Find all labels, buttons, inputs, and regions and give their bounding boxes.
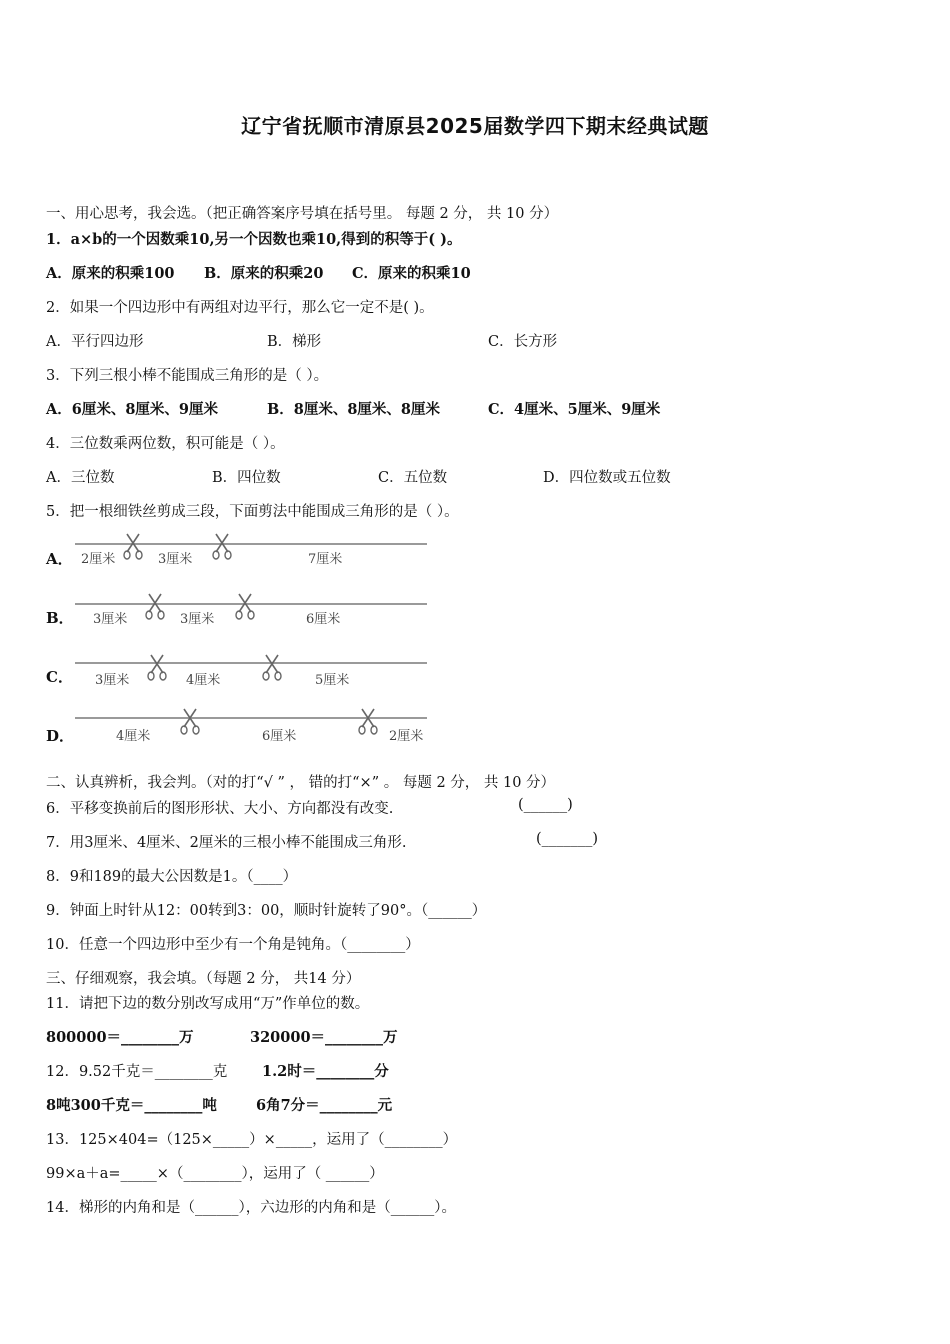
q8-text: 8．9和189的最大公因数是1。（____） xyxy=(46,869,298,885)
q12-part-2: 1.2时＝________分 xyxy=(262,1063,389,1080)
q2-option-c: C．长方形 xyxy=(488,334,558,350)
q5-option-c-label: C． xyxy=(46,668,73,686)
q12-part-1: 12．9.52千克＝________克 xyxy=(46,1064,228,1080)
q1-stem: 1．a×b的一个因数乘10,另一个因数也乘10,得到的积等于( )。 xyxy=(46,231,462,248)
q6-answer-blank[interactable]: (______) xyxy=(518,797,573,813)
segment-length: 4厘米 xyxy=(186,673,221,688)
q2-stem: 2．如果一个四边形中有两组对边平行，那么它一定不是( )。 xyxy=(46,300,434,316)
q14-text: 14．梯形的内角和是（______），六边形的内角和是（______）。 xyxy=(46,1200,456,1216)
q11-part-1: 800000＝________万 xyxy=(46,1029,194,1046)
q13-line-2: 99×a＋a=_____×（________），运用了（ ______） xyxy=(46,1166,384,1182)
q3-stem: 3．下列三根小棒不能围成三角形的是（ ）。 xyxy=(46,368,329,384)
scissors-icon xyxy=(212,532,232,560)
segment-length: 7厘米 xyxy=(308,552,343,567)
q12-part-4: 6角7分＝________元 xyxy=(256,1097,393,1114)
segment-length: 3厘米 xyxy=(95,673,130,688)
segment-length: 6厘米 xyxy=(262,729,297,744)
segment-length: 5厘米 xyxy=(315,673,350,688)
q2-option-b: B．梯形 xyxy=(267,334,322,350)
q4-option-c: C．五位数 xyxy=(378,470,448,486)
q7-text: 7．用3厘米、4厘米、2厘米的三根小棒不能围成三角形. xyxy=(46,835,407,851)
q11-part-2: 320000＝________万 xyxy=(250,1029,398,1046)
q9-text: 9．钟面上时针从12：00转到3：00，顺时针旋转了90°。（______） xyxy=(46,903,487,919)
page-title: 辽宁省抚顺市清原县2025届数学四下期末经典试题 xyxy=(241,114,709,138)
q1-option-b: B．原来的积乘20 xyxy=(204,265,324,282)
q4-stem: 4．三位数乘两位数，积可能是（ ）。 xyxy=(46,436,285,452)
wire-line xyxy=(75,662,427,664)
q13-line-1: 13．125×404=（125×_____）×_____，运用了（________） xyxy=(46,1132,458,1148)
q11-stem: 11．请把下边的数分别改写成用“万”作单位的数。 xyxy=(46,996,370,1012)
q5-option-b-label: B． xyxy=(46,609,74,627)
q12-part-3: 8吨300千克＝________吨 xyxy=(46,1097,217,1114)
scissors-icon xyxy=(358,707,378,735)
q5-option-d-label: D． xyxy=(46,727,75,745)
section1-heading: 一、用心思考，我会选。（把正确答案序号填在括号里。 每题 2 分， 共 10 分） xyxy=(46,206,559,222)
q2-option-a: A．平行四边形 xyxy=(46,334,144,350)
q3-option-a: A．6厘米、8厘米、9厘米 xyxy=(46,401,219,418)
section2-heading: 二、认真辨析，我会判。（对的打“√ ” ， 错的打“×” 。 每题 2 分， 共 10 分） xyxy=(46,775,556,791)
q5-option-a-label: A． xyxy=(46,550,73,568)
section3-heading: 三、仔细观察，我会填。（每题 2 分， 共14 分） xyxy=(46,971,361,987)
q1-option-c: C．原来的积乘10 xyxy=(352,265,471,282)
q1-option-a: A．原来的积乘100 xyxy=(46,265,175,282)
q3-option-b: B．8厘米、8厘米、8厘米 xyxy=(267,401,441,418)
q10-text: 10．任意一个四边形中至少有一个角是钝角。（________） xyxy=(46,937,420,953)
segment-length: 4厘米 xyxy=(116,729,151,744)
q5-stem: 5．把一根细铁丝剪成三段，下面剪法中能围成三角形的是（ ）。 xyxy=(46,504,459,520)
q4-option-b: B．四位数 xyxy=(212,470,281,486)
scissors-icon xyxy=(145,592,165,620)
segment-length: 3厘米 xyxy=(180,612,215,627)
q4-option-d: D．四位数或五位数 xyxy=(543,470,671,486)
scissors-icon xyxy=(262,653,282,681)
q3-option-c: C．4厘米、5厘米、9厘米 xyxy=(488,401,661,418)
scissors-icon xyxy=(180,707,200,735)
q4-option-a: A．三位数 xyxy=(46,470,115,486)
segment-length: 2厘米 xyxy=(389,729,424,744)
segment-length: 2厘米 xyxy=(81,552,116,567)
scissors-icon xyxy=(147,653,167,681)
segment-length: 6厘米 xyxy=(306,612,341,627)
segment-length: 3厘米 xyxy=(93,612,128,627)
segment-length: 3厘米 xyxy=(158,552,193,567)
scissors-icon xyxy=(235,592,255,620)
scissors-icon xyxy=(123,532,143,560)
q7-answer-blank[interactable]: (_______) xyxy=(536,831,599,847)
q6-text: 6．平移变换前后的图形形状、大小、方向都没有改变. xyxy=(46,801,394,817)
